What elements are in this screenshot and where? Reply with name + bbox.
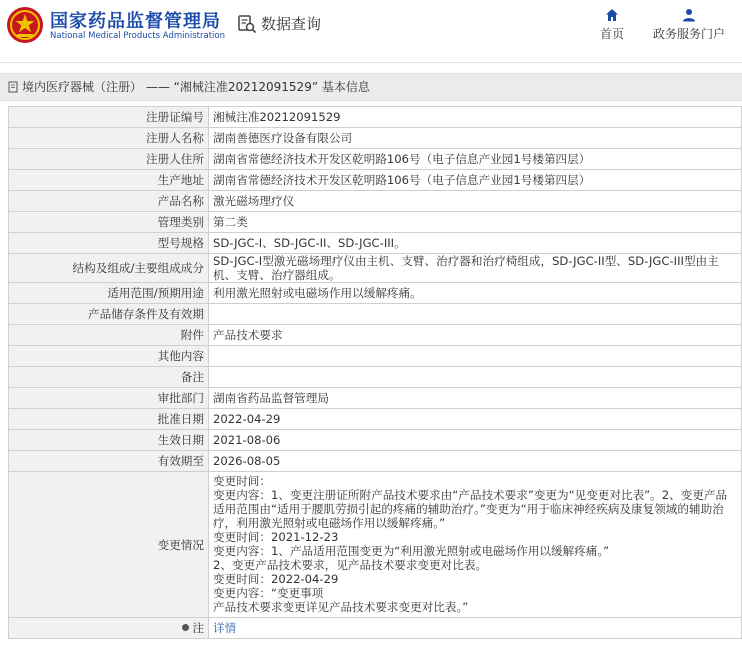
table-row xyxy=(9,233,742,254)
field-label: 注册证编号 xyxy=(9,107,209,128)
field-value: 湖南省常德经济技术开发区乾明路106号（电子信息产业园1号楼第四层） xyxy=(209,170,742,191)
field-value: 产品技术要求 xyxy=(209,325,742,346)
field-label: 生产地址 xyxy=(9,170,209,191)
table-row xyxy=(9,170,742,191)
field-label: 型号规格 xyxy=(9,233,209,254)
field-label: 有效期至 xyxy=(9,451,209,472)
table-row xyxy=(9,618,742,639)
data-query-label: 数据查询 xyxy=(261,15,322,33)
field-value: 湘械注准20212091529 xyxy=(209,107,742,128)
field-value: 2022-04-29 xyxy=(209,409,742,430)
table-row xyxy=(9,254,742,283)
national-emblem-icon xyxy=(6,6,44,44)
table-row xyxy=(9,212,742,233)
field-label: 产品储存条件及有效期 xyxy=(9,304,209,325)
field-label: 附件 xyxy=(9,325,209,346)
details-link[interactable]: 详情 xyxy=(213,621,237,635)
field-value: 变更时间： 变更内容：1、变更注册证所附产品技术要求由“产品技术要求”变更为“见变更对比表”。2、变更产品适用范围由“适用于腰肌劳损引起的疼痛的辅助治疗。”变更为“用于临床神经疾病及康复领域的辅助治疗，利用激光照射或电磁场作用以缓解疼痛。” 变更时间：2021-12-23 变更内容：1、产品适用范围变更为“利用激光照射或电磁场作用以缓解疼痛。” 2、变更产品技术要求，见产品技术要求变更对比表。 变更时间：2022-04-29 变更内容：“变更事项 产品技术要求变更详见产品技术要求变更对比表。” xyxy=(209,472,742,618)
field-label: 批准日期 xyxy=(9,409,209,430)
data-query-icon xyxy=(237,14,257,34)
table-row xyxy=(9,430,742,451)
table-row xyxy=(9,107,742,128)
table-row xyxy=(9,472,742,618)
nav-home[interactable] xyxy=(600,8,624,42)
field-value: 湖南省常德经济技术开发区乾明路106号（电子信息产业园1号楼第四层） xyxy=(209,149,742,170)
field-value: 2021-08-06 xyxy=(209,430,742,451)
field-label: 注册人住所 xyxy=(9,149,209,170)
header-divider xyxy=(0,62,742,63)
table-row xyxy=(9,346,742,367)
field-value: 2026-08-05 xyxy=(209,451,742,472)
document-icon xyxy=(8,81,19,93)
table-row xyxy=(9,283,742,304)
info-dot-icon xyxy=(182,624,189,631)
brand-subtitle: National Medical Products Administration xyxy=(50,31,225,41)
note-label: 注 xyxy=(192,621,204,635)
field-value xyxy=(209,367,742,388)
table-row xyxy=(9,409,742,430)
nav-portal-label: 政务服务门户 xyxy=(653,27,726,41)
field-label: 生效日期 xyxy=(9,430,209,451)
table-row xyxy=(9,367,742,388)
field-label: 产品名称 xyxy=(9,191,209,212)
table-row xyxy=(9,128,742,149)
field-value xyxy=(209,346,742,367)
site-header xyxy=(0,0,742,62)
home-icon xyxy=(605,8,619,22)
nav-home-label: 首页 xyxy=(600,27,625,41)
table-row xyxy=(9,149,742,170)
field-value: SD-JGC-I型激光磁场理疗仪由主机、支臂、治疗器和治疗椅组成，SD-JGC-II型、SD-JGC-III型由主机、支臂、治疗器组成。 xyxy=(209,254,742,283)
field-label: 变更情况 xyxy=(9,472,209,618)
field-value: 激光磁场理疗仪 xyxy=(209,191,742,212)
field-value: 利用激光照射或电磁场作用以缓解疼痛。 xyxy=(209,283,742,304)
field-value: 湖南省药品监督管理局 xyxy=(209,388,742,409)
registration-info-table xyxy=(8,106,742,639)
field-label: 管理类别 xyxy=(9,212,209,233)
nav-gov-service-portal[interactable] xyxy=(653,8,725,42)
note-value xyxy=(209,618,742,639)
field-value xyxy=(209,304,742,325)
field-value: 第二类 xyxy=(209,212,742,233)
field-label: 结构及组成/主要组成成分 xyxy=(9,254,209,283)
field-label: 适用范围/预期用途 xyxy=(9,283,209,304)
field-label: 备注 xyxy=(9,367,209,388)
section-title: 境内医疗器械（注册） —— “湘械注准20212091529” 基本信息 xyxy=(22,80,370,94)
field-value: 湖南善德医疗设备有限公司 xyxy=(209,128,742,149)
table-row xyxy=(9,451,742,472)
table-row xyxy=(9,388,742,409)
brand-title: 国家药品监督管理局 xyxy=(50,11,221,32)
field-value: SD-JGC-I、SD-JGC-II、SD-JGC-III。 xyxy=(209,233,742,254)
table-row xyxy=(9,325,742,346)
table-row xyxy=(9,304,742,325)
field-label: 审批部门 xyxy=(9,388,209,409)
section-title-bar xyxy=(0,73,742,101)
field-label: 注册人名称 xyxy=(9,128,209,149)
note-label-cell xyxy=(9,618,209,639)
data-query-link[interactable] xyxy=(237,13,321,34)
field-label: 其他内容 xyxy=(9,346,209,367)
table-row xyxy=(9,191,742,212)
user-icon xyxy=(682,8,696,22)
